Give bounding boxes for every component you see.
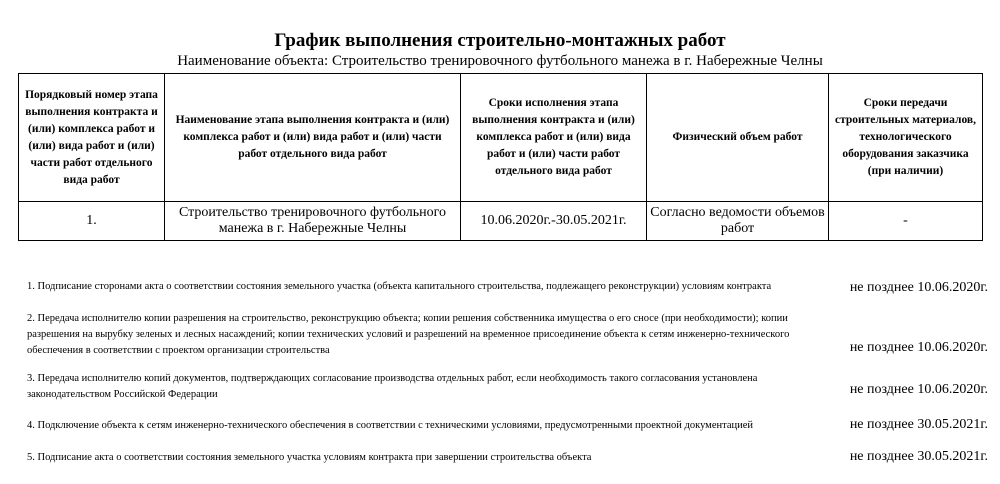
schedule-table [18, 73, 983, 241]
cell-materials-transfer: - [829, 202, 983, 241]
condition-item: 1. Подписание сторонами акта о соответствии состояния земельного участка (объекта капитального строительства, подлежащего реконструкции) условиям контракта [27, 281, 772, 292]
cell-stage-name: Строительство тренировочного футбольного манежа в г. Набережные Челны [165, 202, 461, 241]
cell-stage-number: 1. [19, 202, 165, 241]
table-header-row [19, 74, 983, 202]
column-header-deadlines: Сроки исполнения этапа выполнения контракта и (или) комплекса работ и (или) вида работ и (или) части работ отдельного вида работ [461, 74, 647, 202]
column-header-stage-number: Порядковый номер этапа выполнения контракта и (или) комплекса работ и (или) вида работ и (или) части работ отдельного вида работ [19, 74, 165, 202]
condition-deadline: не позднее 10.06.2020г. [849, 340, 988, 355]
condition-item: 4. Подключение объекта к сетям инженерно-технического обеспечения в соответствии с техническими условиями, предусмотренными проектной документацией [27, 420, 754, 431]
cell-deadlines: 10.06.2020г.-30.05.2021г. [461, 202, 647, 241]
condition-item: 5. Подписание акта о соответствии состояния земельного участка условиям контракта при завершении строительства объекта [27, 452, 592, 463]
table-row [19, 202, 983, 241]
column-header-volume: Физический объем работ [647, 74, 829, 202]
cell-volume: Согласно ведомости объемов работ [647, 202, 829, 241]
condition-deadline: не позднее 30.05.2021г. [849, 449, 988, 464]
condition-deadline: не позднее 30.05.2021г. [849, 417, 988, 432]
column-header-materials-transfer: Сроки передачи строительных материалов, технологического оборудования заказчика (при наличии) [829, 74, 983, 202]
condition-item: 2. Передача исполнителю копии разрешения на строительство, реконструкцию объекта; копии решения собственника имущества о его сносе (при необходимости); копии разрешения на вырубку зеленых и лесных насаждений; копии технических условий и разрешений на временное присоединение объекта к сетям инженерно-технического обеспечения в соответствии с проектом организации строительства [27, 313, 790, 356]
condition-deadline: не позднее 10.06.2020г. [849, 382, 988, 397]
page-title: График выполнения строительно-монтажных работ [274, 30, 726, 51]
object-name: Наименование объекта: Строительство тренировочного футбольного манежа в г. Набережные Челны [177, 53, 823, 69]
column-header-stage-name: Наименование этапа выполнения контракта и (или) комплекса работ и (или) вида работ и (или) части работ отдельного вида работ [165, 74, 461, 202]
condition-item: 3. Передача исполнителю копий документов, подтверждающих согласование производства отдельных работ, если необходимость такого согласования установлена законодательством Российской Федерации [27, 373, 758, 400]
condition-deadline: не позднее 10.06.2020г. [849, 280, 988, 295]
